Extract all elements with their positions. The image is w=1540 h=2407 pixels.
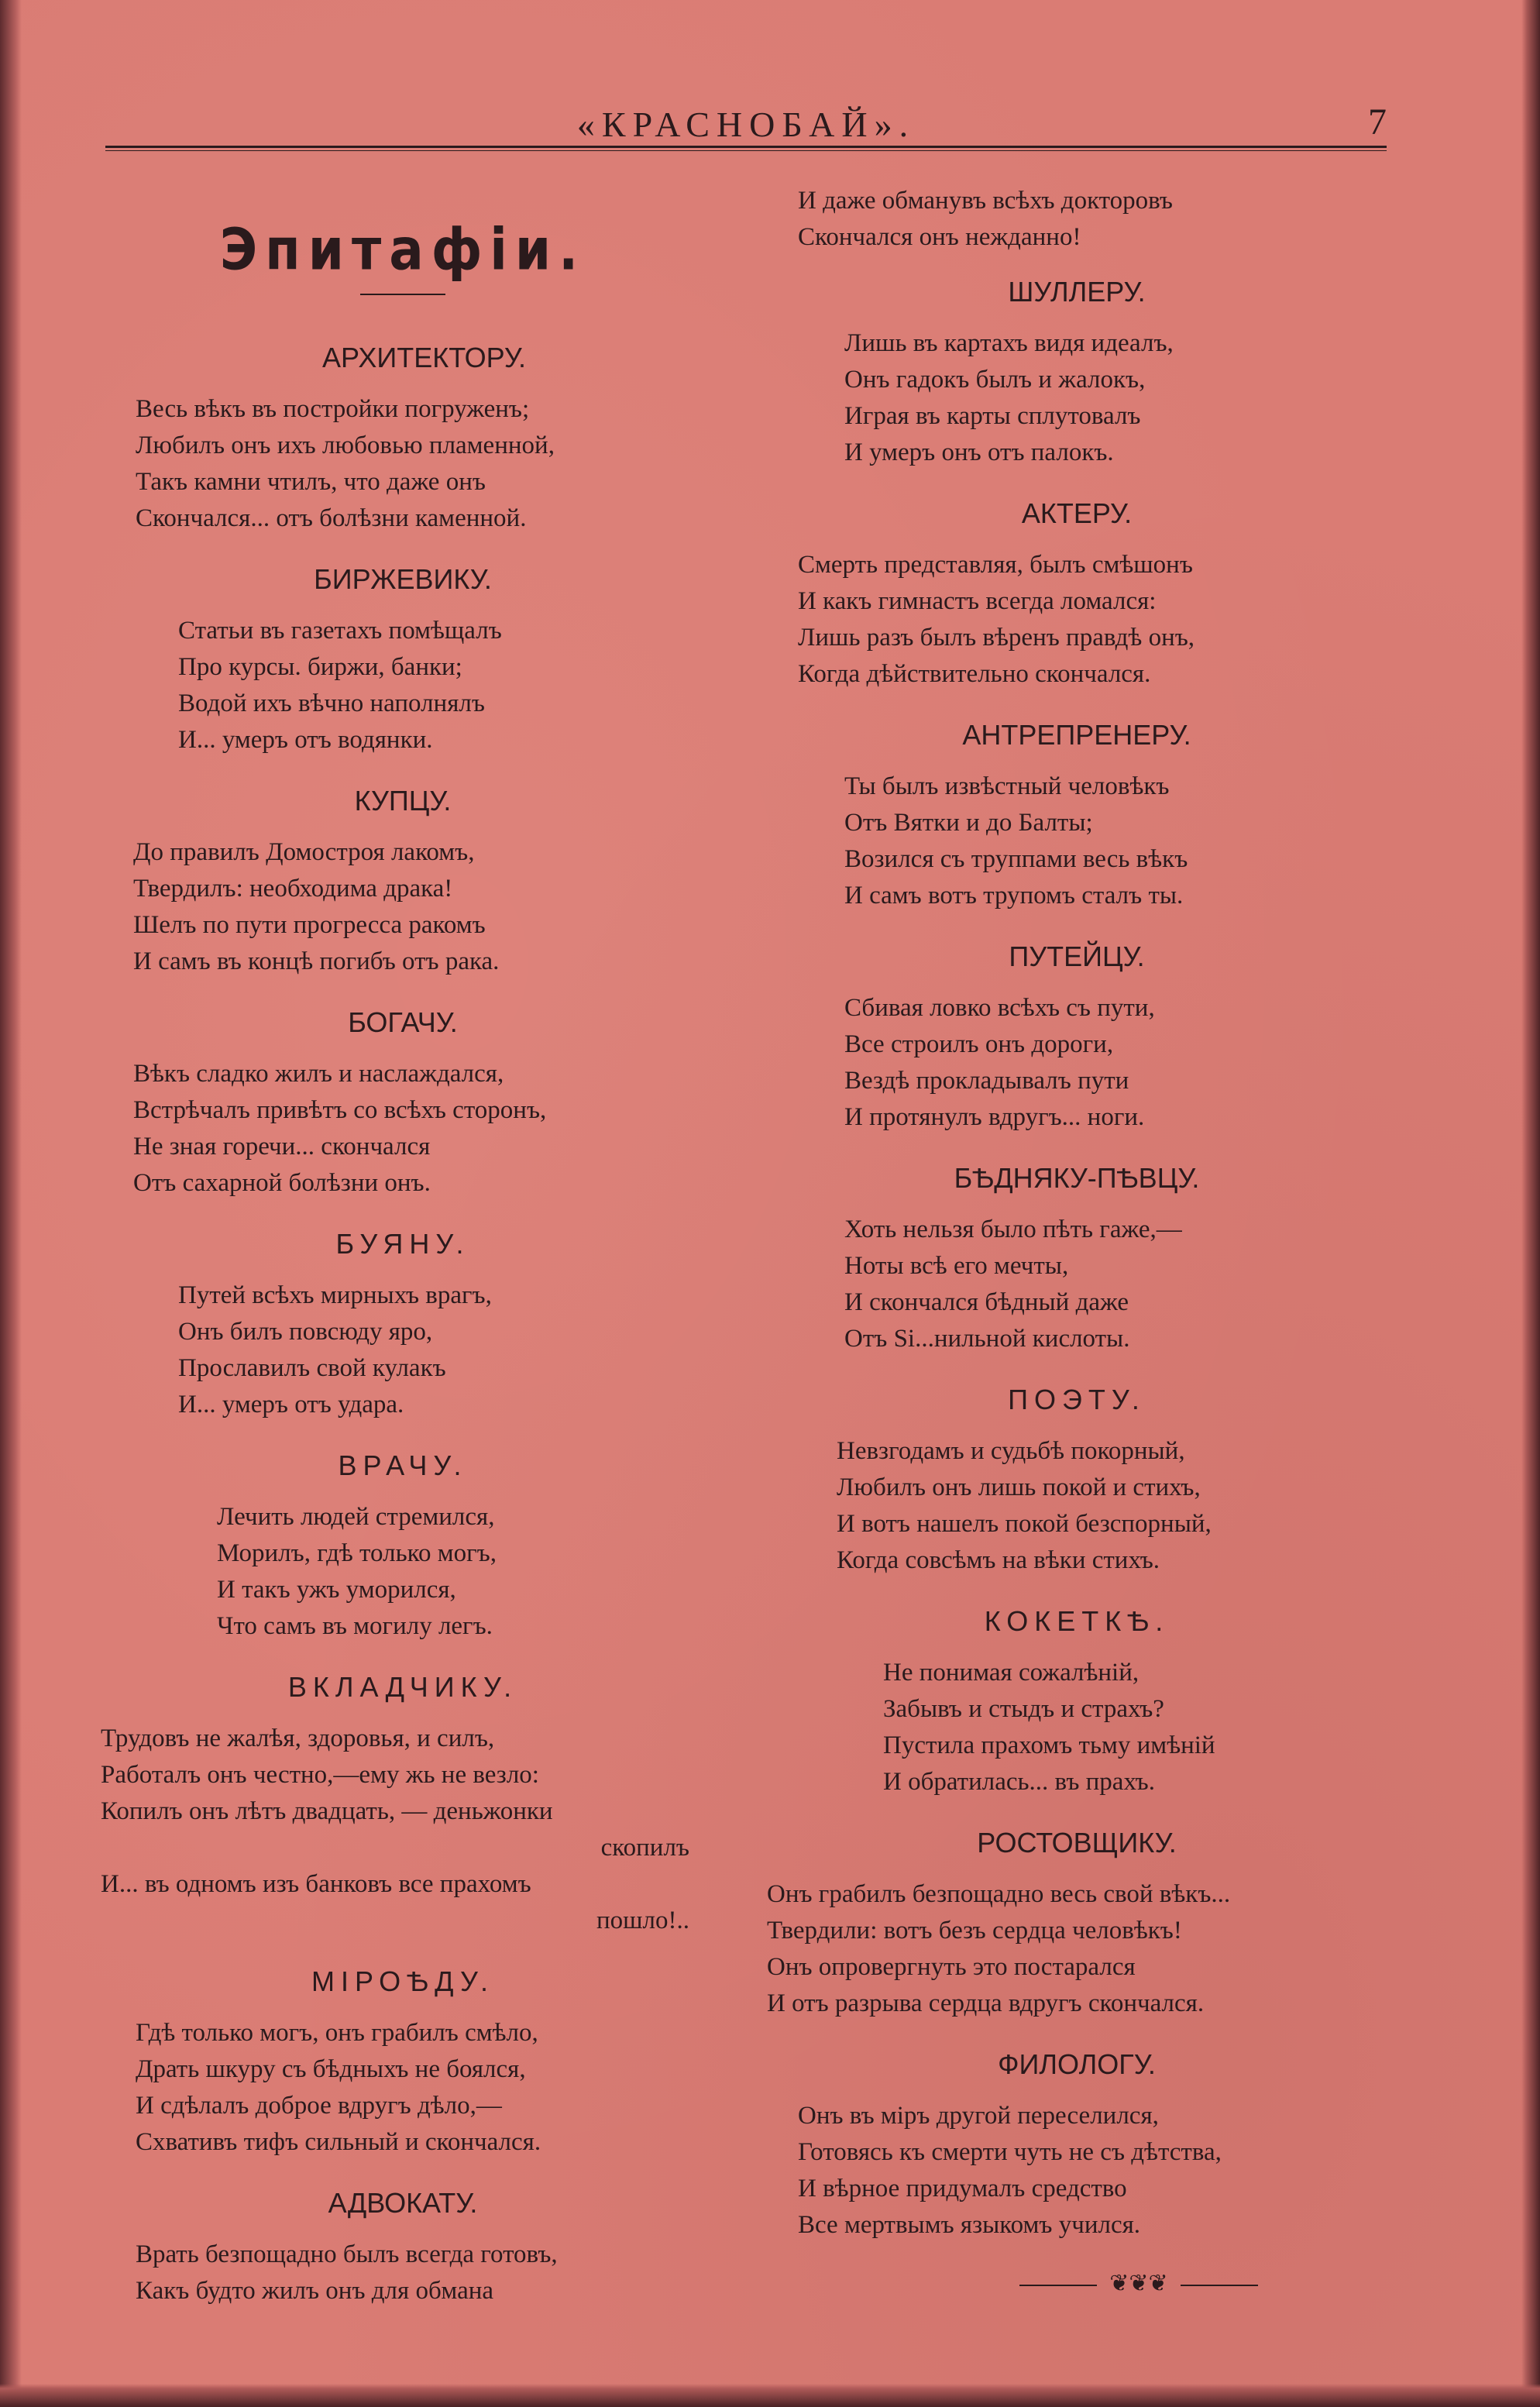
verse-line: Статьи въ газетахъ помѣщалъ bbox=[178, 617, 502, 645]
verse-line: Схвативъ тифъ сильный и скончался. bbox=[136, 2128, 541, 2156]
ornament-line-right bbox=[1181, 2285, 1258, 2286]
verse-line: Скончался онъ нежданно! bbox=[798, 223, 1081, 251]
verse-line: Морилъ, гдѣ только могъ, bbox=[217, 1539, 497, 1567]
page-header bbox=[105, 99, 1387, 152]
verse-line: И сдѣлалъ доброе вдругъ дѣло,— bbox=[136, 2092, 502, 2120]
verse-line: Копилъ онъ лѣтъ двадцать, — деньжонки bbox=[101, 1797, 553, 1825]
verse-line: Твердилъ: необходима драка! bbox=[133, 875, 453, 903]
verse-line: Что самъ въ могилу легъ. bbox=[217, 1612, 493, 1640]
verse-line: И какъ гимнастъ всегда ломался: bbox=[798, 587, 1157, 615]
verse-line: И отъ разрыва сердца вдругъ скончался. bbox=[767, 1989, 1205, 2017]
verse-line: И такъ ужъ уморился, bbox=[217, 1576, 456, 1604]
epitaph-philologist bbox=[767, 2048, 1387, 2244]
epitaph-poet bbox=[767, 1384, 1387, 1579]
verse-line: Водой ихъ вѣчно наполнялъ bbox=[178, 689, 485, 717]
page-number: 7 bbox=[1368, 101, 1387, 143]
ornament-fleuron-icon: ❦❦❦ bbox=[1109, 2271, 1168, 2296]
page-edge-left bbox=[0, 0, 22, 2407]
verse-line: И вотъ нашелъ покой безспорный, bbox=[837, 1510, 1212, 1538]
verse-line: Онъ опровергнуть это постарался bbox=[767, 1953, 1136, 1981]
section-heading: БИРЖЕВИКУ. bbox=[314, 563, 492, 595]
epitaph-usurer bbox=[767, 1827, 1387, 2022]
verse-line: Лечить людей стремился, bbox=[217, 1503, 495, 1531]
verse-line: Невзгодамъ и судьбѣ покорный, bbox=[837, 1437, 1185, 1465]
verse-line: Возился съ труппами весь вѣкъ bbox=[844, 845, 1188, 873]
verse-line: Какъ будто жилъ онъ для обмана bbox=[136, 2277, 494, 2305]
verse-line: Онъ гадокъ былъ и жалокъ, bbox=[844, 366, 1146, 394]
verse-line: И умеръ онъ отъ палокъ. bbox=[844, 438, 1114, 466]
epitaph-coquette bbox=[767, 1605, 1387, 1800]
left-column bbox=[93, 180, 713, 2336]
verse-line: Вѣкъ сладко жилъ и наслаждался, bbox=[133, 1060, 504, 1088]
section-heading: ПУТЕЙЦУ. bbox=[1009, 940, 1145, 972]
right-column bbox=[767, 183, 1387, 2297]
epitaphs-title: Эпитафіи. bbox=[219, 216, 586, 284]
section-heading: МІРОѢДУ. bbox=[311, 1965, 495, 1997]
epitaph-lawyer bbox=[93, 2187, 713, 2309]
verse-line: Встрѣчалъ привѣтъ со всѣхъ сторонъ, bbox=[133, 1096, 547, 1124]
page-edge-right bbox=[1521, 0, 1540, 2407]
section-heading: АРХИТЕКТОРУ. bbox=[322, 342, 526, 373]
verse-line: Весь вѣкъ въ постройки погруженъ; bbox=[136, 395, 530, 423]
section-heading: ПОЭТУ. bbox=[1008, 1384, 1146, 1415]
epitaph-brawler bbox=[93, 1228, 713, 1423]
verse-line: Путей всѣхъ мирныхъ врагъ, bbox=[178, 1281, 492, 1309]
verse-line: Сбивая ловко всѣхъ съ пути, bbox=[844, 994, 1155, 1022]
verse-line: Готовясь къ смерти чуть не съ дѣтства, bbox=[798, 2138, 1222, 2166]
verse-line: Лишь разъ былъ вѣренъ правдѣ онъ, bbox=[798, 624, 1195, 652]
verse-line: Отъ Si...нильной кислоты. bbox=[844, 1325, 1130, 1353]
epitaph-doctor bbox=[93, 1449, 713, 1645]
title-divider bbox=[360, 294, 445, 295]
epitaph-architect bbox=[93, 342, 713, 537]
verse-line: И... въ одномъ изъ банковъ все прахомъ bbox=[101, 1870, 531, 1898]
closing-ornament bbox=[767, 2270, 1387, 2297]
verse-line: И даже обманувъ всѣхъ докторовъ bbox=[798, 187, 1173, 215]
verse-line: Любилъ онъ лишь покой и стихъ, bbox=[837, 1473, 1201, 1501]
epitaph-railwayman bbox=[767, 940, 1387, 1136]
verse-line: Ты былъ извѣстный человѣкъ bbox=[844, 772, 1170, 800]
verse-line: Прославилъ свой кулакъ bbox=[178, 1354, 446, 1382]
section-heading: ШУЛЛЕРУ. bbox=[1008, 276, 1146, 308]
verse-line: скопилъ bbox=[600, 1834, 689, 1862]
verse-line: Шелъ по пути прогресса ракомъ bbox=[133, 911, 486, 939]
verse-line: Забывъ и стыдъ и страхъ? bbox=[883, 1695, 1164, 1723]
verse-line: Когда совсѣмъ на вѣки стихъ. bbox=[837, 1546, 1160, 1574]
verse-line: Такъ камни чтилъ, что даже онъ bbox=[136, 468, 486, 496]
verse-line: Гдѣ только могъ, онъ грабилъ смѣло, bbox=[136, 2019, 538, 2047]
verse-line: Любилъ онъ ихъ любовью пламенной, bbox=[136, 432, 555, 459]
section-heading: БУЯНУ. bbox=[335, 1228, 470, 1260]
epitaph-merchant bbox=[93, 785, 713, 980]
section-heading: АНТРЕПРЕНЕРУ. bbox=[962, 719, 1191, 751]
section-heading: АДВОКАТУ. bbox=[328, 2187, 478, 2219]
verse-line: Все мертвымъ языкомъ учился. bbox=[798, 2211, 1141, 2239]
section-heading: ФИЛОЛОГУ. bbox=[998, 2048, 1156, 2080]
section-heading: БОГАЧУ. bbox=[348, 1006, 458, 1038]
verse-line: Не зная горечи... скончался bbox=[133, 1133, 431, 1161]
verse-line: Твердили: вотъ безъ сердца человѣкъ! bbox=[767, 1917, 1182, 1945]
verse-line: Онъ въ міръ другой переселился, bbox=[798, 2102, 1159, 2130]
verse-line: Онъ грабилъ безпощадно весь свой вѣкъ... bbox=[767, 1880, 1231, 1908]
lawyer-continuation bbox=[767, 183, 1387, 256]
header-rule-thin bbox=[105, 150, 1387, 151]
verse-line: Вездѣ прокладывалъ пути bbox=[844, 1067, 1129, 1095]
verse-line: Драть шкуру съ бѣдныхъ не боялся, bbox=[136, 2055, 526, 2083]
epitaph-rich-man bbox=[93, 1006, 713, 1202]
verse-line: И самъ вотъ трупомъ сталъ ты. bbox=[844, 882, 1184, 910]
epitaph-depositor bbox=[93, 1671, 713, 1939]
verse-line: Все строилъ онъ дороги, bbox=[844, 1030, 1114, 1058]
section-heading: ВКЛАДЧИКУ. bbox=[287, 1671, 518, 1703]
verse-line: До правилъ Домостроя лакомъ, bbox=[133, 838, 475, 866]
ornament-line-left bbox=[1019, 2285, 1097, 2286]
epitaph-poor-singer bbox=[767, 1162, 1387, 1357]
verse-line: И самъ въ концѣ погибъ отъ рака. bbox=[133, 947, 500, 975]
epitaph-card-sharp bbox=[767, 276, 1387, 471]
verse-line: Хоть нельзя было пѣть гаже,— bbox=[844, 1216, 1182, 1243]
verse-line: Врать безпощадно былъ всегда готовъ, bbox=[136, 2240, 558, 2268]
section-heading: РОСТОВЩИКУ. bbox=[977, 1827, 1177, 1859]
section-heading: КОКЕТКѢ. bbox=[984, 1605, 1170, 1637]
masthead-title: «КРАСНОБАЙ». bbox=[576, 105, 916, 144]
verse-line: Когда дѣйствительно скончался. bbox=[798, 660, 1151, 688]
verse-line: Скончался... отъ болѣзни каменной. bbox=[136, 504, 527, 532]
epitaph-exploiter bbox=[93, 1965, 713, 2161]
epitaph-actor bbox=[767, 497, 1387, 693]
verse-line: Пустила прахомъ тьму имѣній bbox=[883, 1731, 1215, 1759]
verse-line: Играя въ карты сплутовалъ bbox=[844, 402, 1141, 430]
verse-line: Лишь въ картахъ видя идеалъ, bbox=[844, 329, 1174, 357]
section-heading: АКТЕРУ. bbox=[1021, 497, 1133, 529]
header-rule-thick bbox=[105, 146, 1387, 148]
verse-line: Онъ билъ повсюду яро, bbox=[178, 1318, 433, 1346]
verse-line: И... умеръ отъ удара. bbox=[178, 1391, 404, 1418]
verse-line: Работалъ онъ честно,—ему жь не везло: bbox=[101, 1761, 539, 1789]
verse-line: Ноты всѣ его мечты, bbox=[844, 1252, 1069, 1280]
verse-line: И вѣрное придумалъ средство bbox=[798, 2175, 1127, 2202]
page-edge-bottom bbox=[0, 2384, 1540, 2407]
verse-line: Про курсы. биржи, банки; bbox=[178, 653, 462, 681]
verse-line: пошло!.. bbox=[596, 1907, 689, 1934]
verse-line: И протянулъ вдругъ... ноги. bbox=[844, 1103, 1145, 1131]
verse-line: Отъ Вятки и до Балты; bbox=[844, 809, 1093, 837]
section-heading: БѢДНЯКУ-ПѢВЦУ. bbox=[954, 1162, 1200, 1194]
section-heading: ВРАЧУ. bbox=[338, 1449, 468, 1481]
verse-line: Трудовъ не жалѣя, здоровья, и силъ, bbox=[101, 1724, 495, 1752]
verse-line: Отъ сахарной болѣзни онъ. bbox=[133, 1169, 431, 1197]
section-heading: КУПЦУ. bbox=[354, 785, 452, 817]
verse-line: И скончался бѣдный даже bbox=[844, 1288, 1129, 1316]
verse-line: Не понимая сожалѣній, bbox=[883, 1659, 1140, 1687]
verse-line: Смерть представляя, былъ смѣшонъ bbox=[798, 551, 1193, 579]
epitaph-impresario bbox=[767, 719, 1387, 914]
verse-line: И обратилась... въ прахъ. bbox=[883, 1768, 1155, 1796]
verse-line: И... умеръ отъ водянки. bbox=[178, 726, 433, 754]
epitaph-stockbroker bbox=[93, 563, 713, 758]
